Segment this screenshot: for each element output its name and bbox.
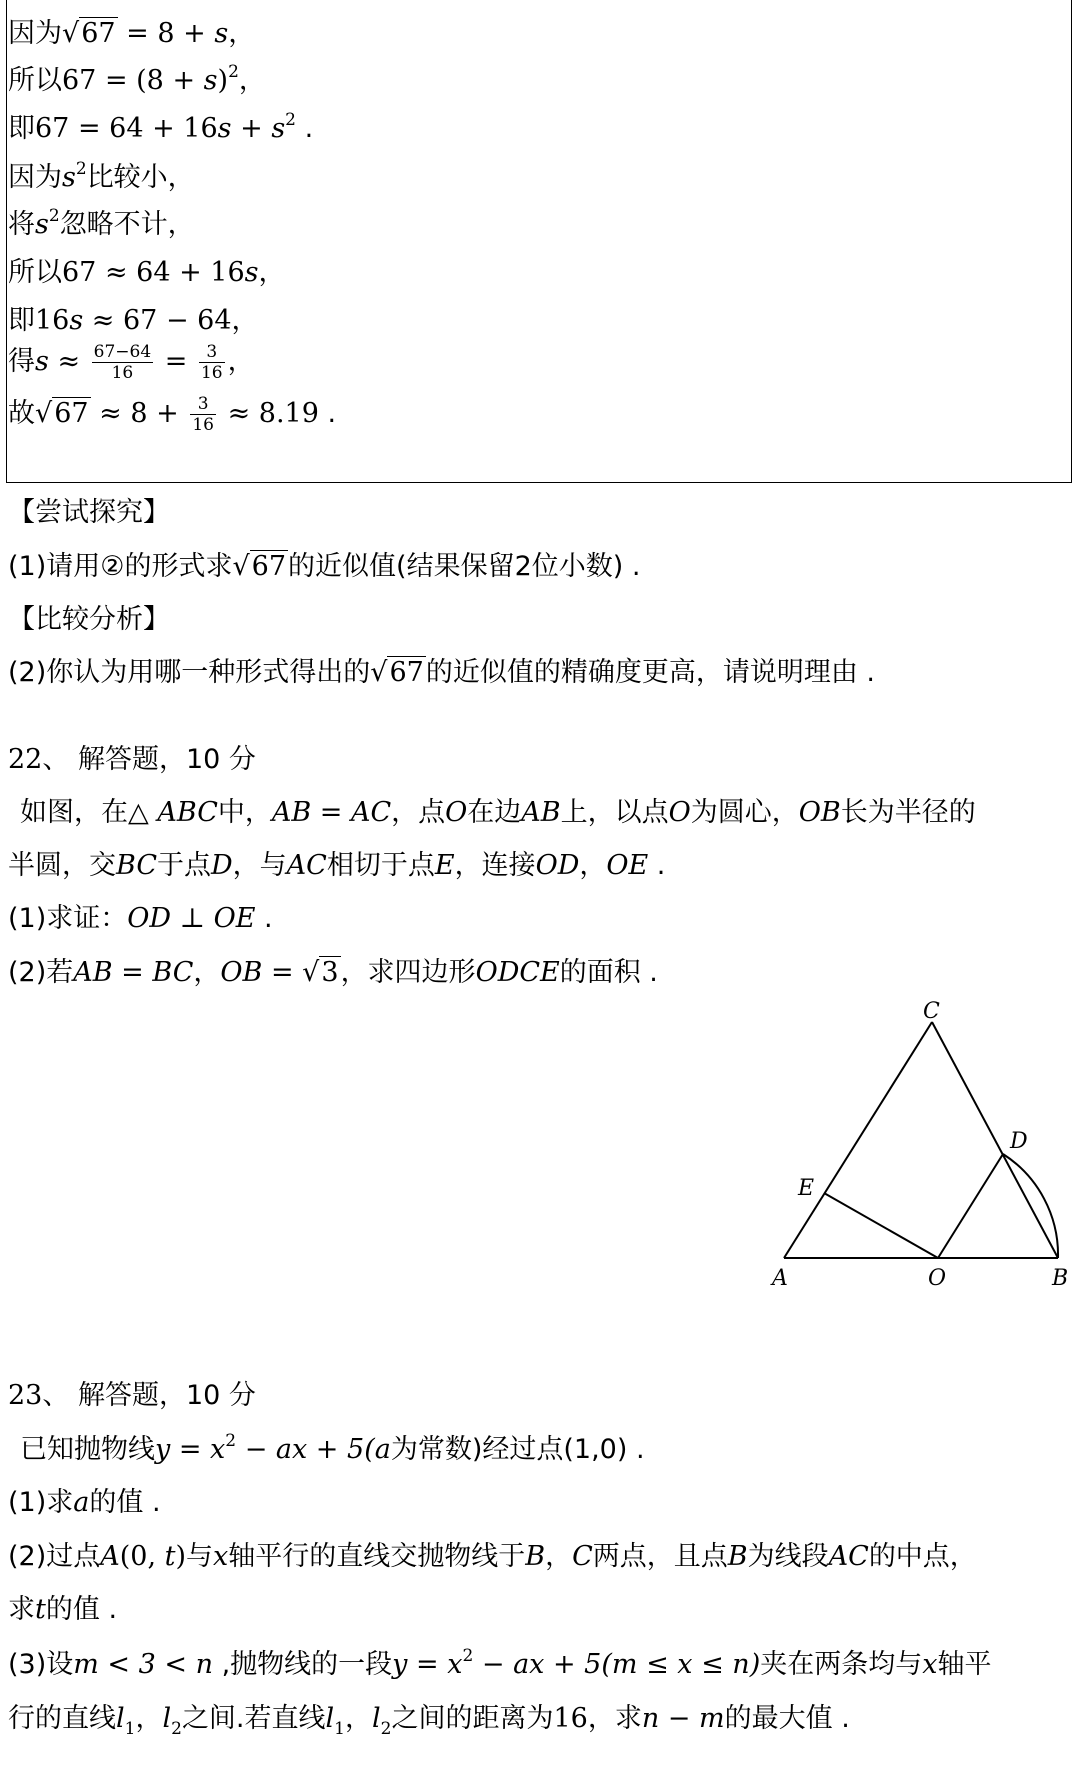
segment-AC (784, 1022, 932, 1258)
derivation-line-1: 因为√67 = 8 + s， (8, 18, 256, 49)
try-question-1: (1)请用②的形式求√67的近似值(结果保留2位小数) . (8, 551, 641, 582)
q23-part-1: (1)求a的值 . (8, 1487, 161, 1518)
derivation-line-6: 所以67 ≈ 64 + 16s， (8, 257, 286, 288)
derivation-line-3: 即$67 = 64 + 16s + s^2$ . (8, 110, 314, 144)
segment-OD (938, 1154, 1003, 1258)
q23-part-2: (2)过点A(0, t)与x轴平行的直线交抛物线于B，C两点，且点B为线段AC的中点， (8, 1541, 977, 1572)
derivation-line-4: 因为$s^2$比较小， (8, 159, 195, 193)
q22-part-2: (2)若AB = BC，OB = √3，求四边形ODCE的面积 . (8, 957, 658, 988)
label-A: A (772, 1266, 788, 1291)
q23-part-3-cont: 行的直线$l_1$，$l_2$之间.若直线$l_1$，$l_2$之间的距离为16，求n − m的最大值 . (8, 1703, 850, 1739)
q22-header: 22、 解答题，10 分 (8, 744, 256, 775)
q22-stem-line-1: 如图，在△ ABC中，AB = AC，点O在边AB上，以点O为圆心，OB长为半径的 (20, 797, 976, 828)
q22-part-1: (1)求证：OD ⊥ OE . (8, 903, 273, 934)
segment-BC (932, 1022, 1058, 1258)
fraction: $\frac{67-64}{16}$ (93, 342, 152, 383)
label-C: C (923, 1000, 940, 1024)
derivation-line-8: 得s ≈ $\frac{67-64}{16}$ = $\frac{3}{16}$ ， (8, 342, 255, 383)
sqrt-67: √67 (62, 18, 116, 49)
compare-heading: 【比较分析】 (8, 604, 170, 635)
fraction: $\frac{3}{16}$ (192, 394, 214, 435)
label-E: E (798, 1176, 815, 1201)
label-D: D (1010, 1129, 1028, 1154)
segment-OE (824, 1193, 938, 1258)
derivation-line-9: 故√67 ≈ 8 + $\frac{3}{16}$ ≈ 8.19 . (8, 394, 337, 435)
derivation-line-2: 所以$67 = (8 + s)^2$， (8, 62, 266, 96)
derivation-line-7: 即16s ≈ 67 − 64， (8, 305, 259, 336)
triangle-figure (760, 1000, 1080, 1300)
q23-header: 23、 解答题，10 分 (8, 1380, 256, 1411)
try-heading: 【尝试探究】 (8, 497, 170, 528)
q23-part-3: (3)设m < 3 < n ,抛物线的一段$y = x^2$ − ax + 5(m ≤ x ≤ n)夹在两条均与x轴平 (8, 1646, 992, 1680)
q23-stem: 已知抛物线$y = x^2$ − ax + 5(a为常数)经过点(1,0) . (20, 1431, 645, 1465)
q23-part-2-cont: 求t的值 . (8, 1594, 118, 1625)
compare-question-2: (2)你认为用哪一种形式得出的√67的近似值的精确度更高，请说明理由 . (8, 657, 875, 688)
fraction: $\frac{3}{16}$ (200, 342, 223, 383)
label-B: B (1052, 1266, 1069, 1291)
sqrt-67: √67 (35, 398, 89, 429)
label-O: O (928, 1266, 947, 1291)
derivation-line-5: 将$s^2$忽略不计， (8, 206, 195, 240)
q22-stem-line-2: 半圆，交BC于点D，与AC相切于点E，连接OD，OE . (8, 850, 666, 881)
